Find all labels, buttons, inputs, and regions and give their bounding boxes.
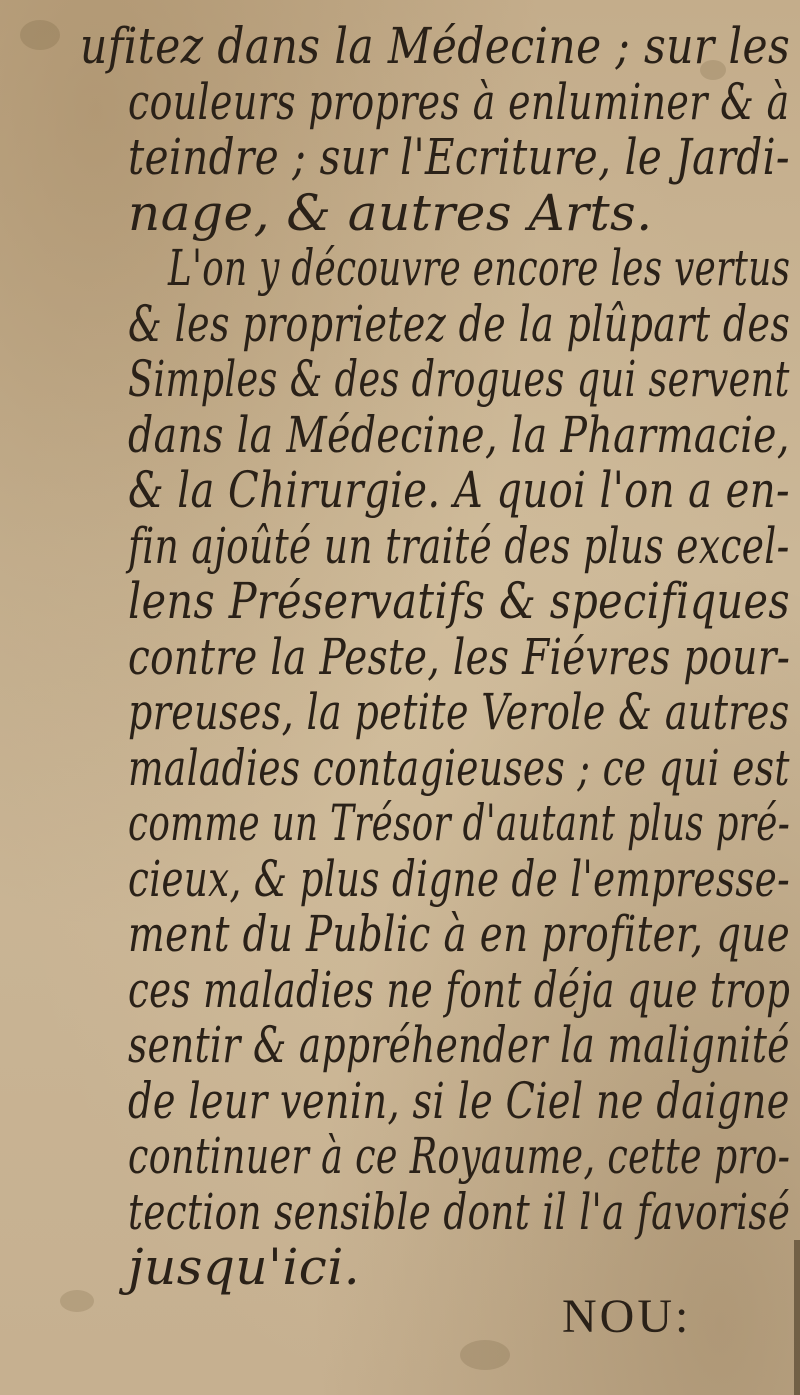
text-line: cieux, & plus digne de l'empresse- [128,849,791,908]
text-line: couleurs propres à enluminer & à [128,72,790,131]
text-line: continuer à ce Royaume, cette pro- [128,1127,791,1185]
paper-stain [20,20,60,50]
text-line: dans la Médecine, la Pharmacie, [128,405,790,464]
page-edge [794,1240,800,1395]
text-line: L'on y découvre encore les vertus [168,239,791,297]
text-line: jusqu'ici. [128,1238,361,1296]
text-line: sentir & appréhender la malignité [128,1016,790,1074]
text-line: ces maladies ne font déja que trop [128,960,791,1019]
text-line: de leur venin, si le Ciel ne daigne [128,1071,790,1130]
text-line: & les proprietez de la plûpart des [128,294,791,353]
text-line: fin ajoûté un traité des plus excel- [128,516,790,575]
text-line: ment du Public à en profiter, que [128,905,791,963]
text-line: nage, & autres Arts. [128,183,653,242]
text-line: Simples & des drogues qui servent [128,350,790,408]
text-line: lens Préservatifs & specifiques [128,572,790,630]
text-line: preuses, la petite Verole & autres [128,683,790,741]
catchword: NOU: [562,1289,692,1343]
text-line: maladies contagieuses ; ce qui est [128,738,790,797]
paper-stain [460,1340,510,1370]
text-line: comme un Trésor d'autant plus pré- [128,794,791,852]
text-line: ufitez dans la Médecine ; sur les [80,17,791,75]
text-line: teindre ; sur l'Ecriture, le Jardi- [128,128,790,186]
text-line: contre la Peste, les Fiévres pour- [128,627,791,686]
text-line: tection sensible dont il l'a favorisé [128,1182,791,1241]
text-line: & la Chirurgie. A quoi l'on a en- [128,461,790,519]
paper-stain [60,1290,94,1312]
